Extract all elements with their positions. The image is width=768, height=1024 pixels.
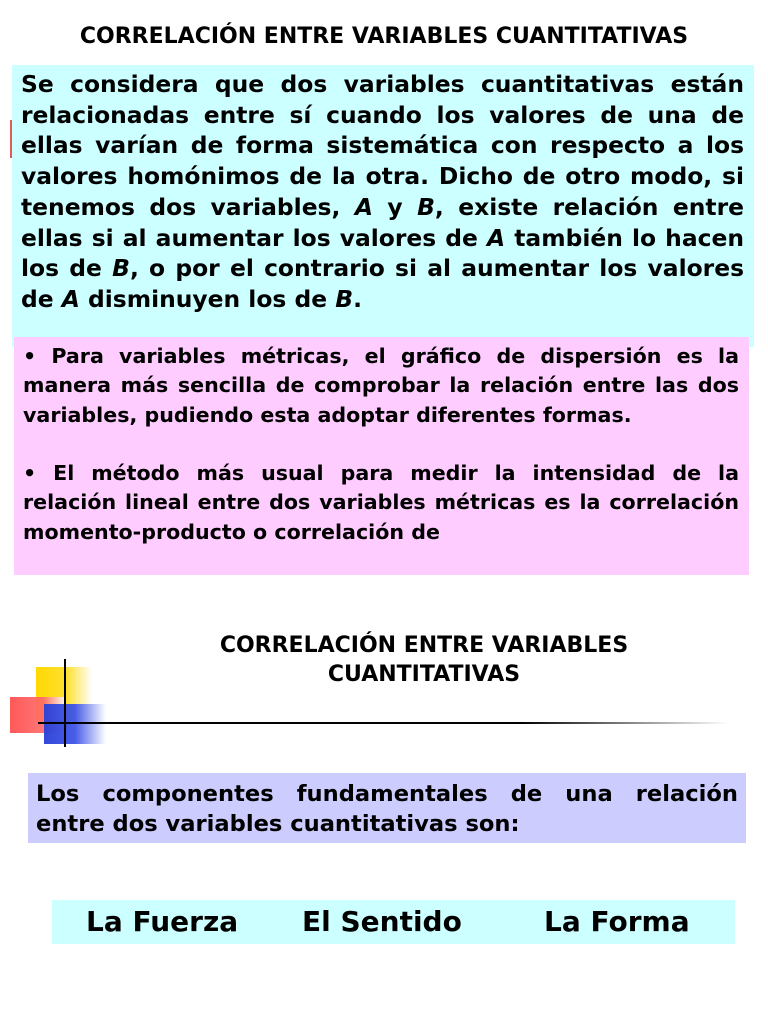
- component-forma: La Forma: [544, 905, 690, 938]
- intro-text: disminuyen los de: [79, 284, 336, 313]
- components-list: [52, 900, 735, 944]
- slide1-title: CORRELACIÓN ENTRE VARIABLES CUANTITATIVAS: [79, 24, 689, 49]
- title-underline-rule: [38, 722, 728, 724]
- slide2-title-line1: CORRELACIÓN ENTRE VARIABLES: [219, 633, 629, 658]
- intro-text: , existe relación entre ellas si al aumentar los valores de: [21, 192, 744, 252]
- intro-text: también lo hacen los de: [21, 223, 744, 283]
- variable-name: A: [487, 223, 506, 252]
- intro-paragraph: [12, 65, 754, 347]
- bullets-box: [14, 337, 749, 575]
- bullet-correlation-method: • El método más usual para medir la intensidad de la relación lineal entre dos variables métricas es la correlación momento-producto o correlación de: [23, 461, 739, 544]
- variable-name: B: [335, 284, 354, 313]
- component-fuerza: La Fuerza: [86, 905, 239, 938]
- variable-name: B: [112, 254, 130, 283]
- slide2-title: [40, 631, 768, 689]
- variable-name: A: [61, 284, 80, 313]
- components-paragraph: Los componentes fundamentales de una relación entre dos variables cuantitativas son:: [28, 773, 746, 843]
- slide2-title-line2: CUANTITATIVAS: [327, 662, 521, 687]
- intro-text: Se considera que dos variables cuantitativas están relacionadas entre sí cuando los valores de una de ellas varían de forma sistemática con respecto a los valores homónimos de la otra. Dicho de otro modo, si tenemos dos variables,: [21, 70, 744, 221]
- intro-text: y: [372, 192, 418, 221]
- logo-blue-square: [44, 704, 106, 744]
- bullet-scatter-plot: • Para variables métricas, el gráfico de dispersión es la manera más sencilla de comprobar la relación entre las dos variables, pudiendo esta adoptar diferentes formas.: [23, 344, 739, 427]
- intro-text: , o por el contrario si al aumentar los valores de: [21, 254, 744, 313]
- variable-name: B: [417, 192, 435, 221]
- variable-name: A: [354, 192, 373, 221]
- intro-text: .: [353, 284, 362, 313]
- component-sentido: El Sentido: [302, 905, 462, 938]
